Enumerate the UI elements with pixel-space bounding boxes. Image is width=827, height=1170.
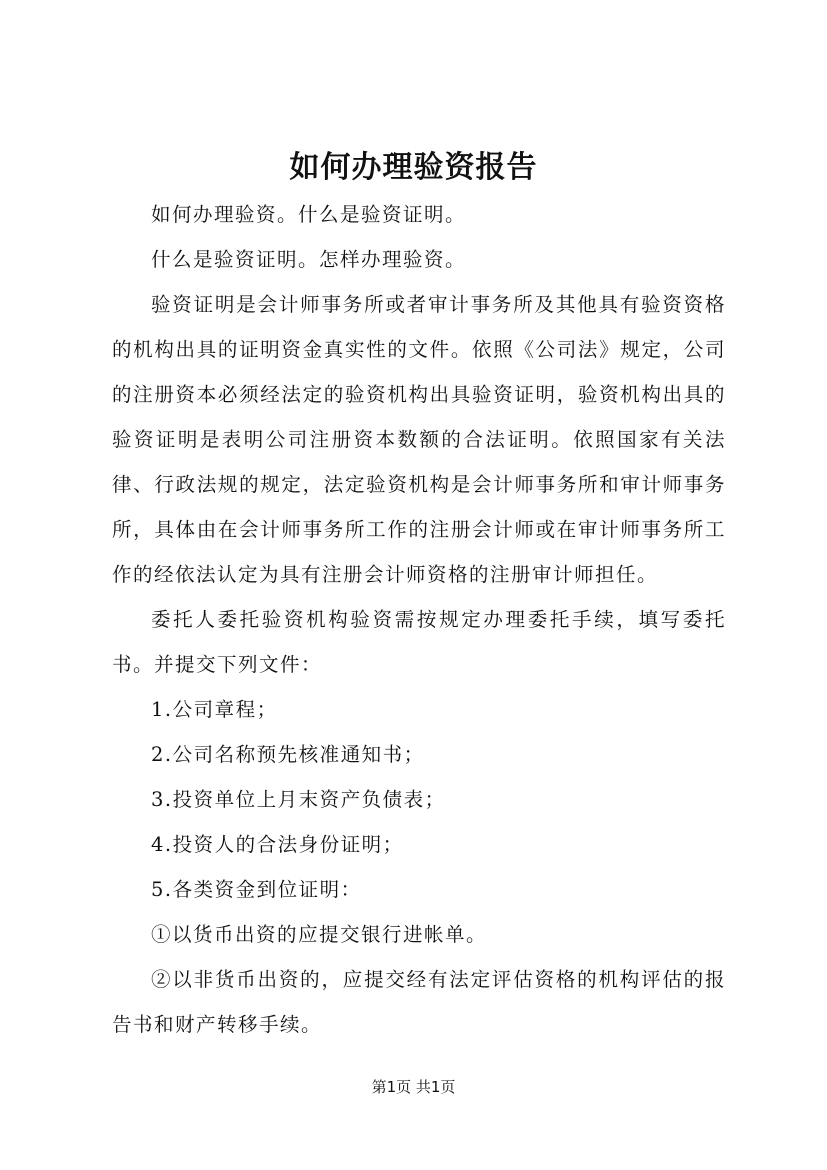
list-item: 3.投资单位上月末资产负债表； bbox=[151, 788, 446, 811]
paragraph: 验资证明是会计师事务所或者审计事务所及其他具有验资资格的机构出具的证明资金真实性的文件。依照《公司法》规定，公司的注册资本必须经法定的验资机构出具验资证明，验资机构出具的验资证明是表明公司注册资本数额的合法证明。依照国家有关法律、行政法规的规定，法定验资机构是会计师事务所和审计师事务所，具体由在会计师事务所工作的注册会计师或在审计师事务所工作的经依法认定为具有注册会计师资格的注册审计师担任。 bbox=[112, 293, 726, 586]
document-title: 如何办理验资报告 bbox=[289, 150, 538, 185]
list-item: 5.各类资金到位证明： bbox=[151, 878, 362, 901]
document-body bbox=[112, 192, 726, 1047]
paragraph: 什么是验资证明。怎样办理验资。 bbox=[151, 248, 467, 271]
list-item: 1.公司章程； bbox=[151, 698, 278, 721]
paragraph: 委托人委托验资机构验资需按规定办理委托手续，填写委托书。并提交下列文件： bbox=[112, 608, 726, 676]
paragraph: 如何办理验资。什么是验资证明。 bbox=[151, 203, 467, 226]
sub-list-item: ①以货币出资的应提交银行进帐单。 bbox=[151, 923, 488, 946]
page-number-footer: 第1页 共1页 bbox=[371, 1078, 456, 1096]
list-item: 4.投资人的合法身份证明； bbox=[151, 833, 404, 856]
list-item: 2.公司名称预先核准通知书； bbox=[151, 743, 425, 766]
sub-list-item: ②以非货币出资的，应提交经有法定评估资格的机构评估的报告书和财产转移手续。 bbox=[112, 968, 726, 1036]
